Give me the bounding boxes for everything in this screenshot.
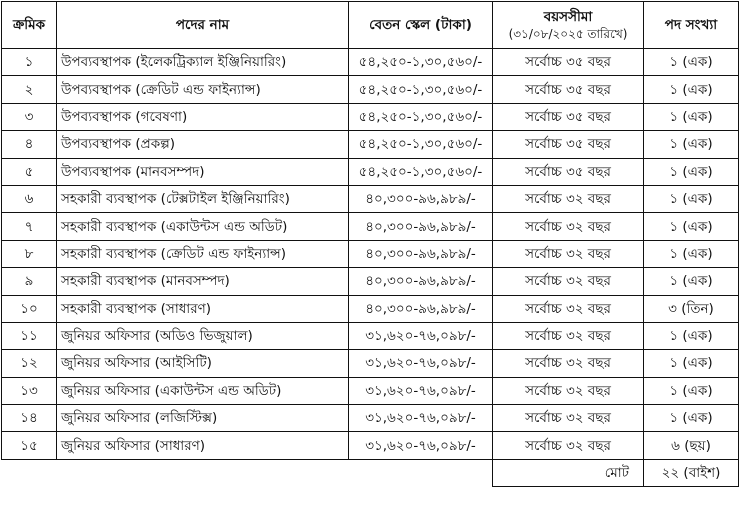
pay-scale-cell: ৫৪,২৫০-১,৩০,৫৬০/- [349, 76, 493, 103]
serial-cell: ১৩ [2, 377, 57, 404]
table-row [2, 405, 739, 432]
total-spacer [2, 459, 493, 486]
post-count-cell: ১ (এক) [644, 131, 739, 158]
post-name-cell: উপব্যবস্থাপক (গবেষণা) [57, 103, 349, 130]
age-limit-cell: সর্বোচ্চ ৩২ বছর [493, 240, 644, 267]
table-row [2, 350, 739, 377]
post-name-cell: উপব্যবস্থাপক (মানবসম্পদ) [57, 158, 349, 185]
pay-scale-cell: ৩১,৬২০-৭৬,০৯৮/- [349, 377, 493, 404]
table-row [2, 76, 739, 103]
pay-scale-cell: ৫৪,২৫০-১,৩০,৫৬০/- [349, 158, 493, 185]
post-count-cell: ১ (এক) [644, 158, 739, 185]
serial-cell: ১১ [2, 322, 57, 349]
serial-cell: ৯ [2, 268, 57, 295]
post-count-cell: ১ (এক) [644, 185, 739, 212]
pay-scale-cell: ৪০,৩০০-৯৬,৯৮৯/- [349, 213, 493, 240]
age-limit-cell: সর্বোচ্চ ৩৫ বছর [493, 131, 644, 158]
pay-scale-cell: ৫৪,২৫০-১,৩০,৫৬০/- [349, 49, 493, 76]
post-name-cell: উপব্যবস্থাপক (প্রকল্প) [57, 131, 349, 158]
post-name-cell: জুনিয়র অফিসার (সাধারণ) [57, 432, 349, 459]
post-name-cell: জুনিয়র অফিসার (লজিস্টিক্স) [57, 405, 349, 432]
pay-scale-cell: ৪০,৩০০-৯৬,৯৮৯/- [349, 240, 493, 267]
post-count-cell: ১ (এক) [644, 377, 739, 404]
table-row [2, 377, 739, 404]
pay-scale-cell: ৪০,৩০০-৯৬,৯৮৯/- [349, 268, 493, 295]
header-age-limit [493, 2, 644, 49]
serial-cell: ৬ [2, 185, 57, 212]
age-limit-cell: সর্বোচ্চ ৩২ বছর [493, 322, 644, 349]
age-limit-cell: সর্বোচ্চ ৩৫ বছর [493, 49, 644, 76]
age-limit-cell: সর্বোচ্চ ৩২ বছর [493, 432, 644, 459]
serial-cell: ৩ [2, 103, 57, 130]
header-post-count: পদ সংখ্যা [644, 2, 739, 49]
pay-scale-cell: ৫৪,২৫০-১,৩০,৫৬০/- [349, 103, 493, 130]
post-name-cell: সহকারী ব্যবস্থাপক (একাউন্টস এন্ড অডিট) [57, 213, 349, 240]
post-name-cell: জুনিয়র অফিসার (অডিও ভিজুয়াল) [57, 322, 349, 349]
header-age-limit-label: বয়সসীমা [543, 8, 593, 25]
table-row [2, 322, 739, 349]
table-row [2, 185, 739, 212]
age-limit-cell: সর্বোচ্চ ৩২ বছর [493, 185, 644, 212]
vacancy-table [1, 1, 739, 487]
total-value: ২২ (বাইশ) [644, 459, 739, 486]
age-limit-cell: সর্বোচ্চ ৩২ বছর [493, 350, 644, 377]
age-limit-cell: সর্বোচ্চ ৩২ বছর [493, 405, 644, 432]
post-count-cell: ১ (এক) [644, 350, 739, 377]
pay-scale-cell: ৪০,৩০০-৯৬,৯৮৯/- [349, 185, 493, 212]
serial-cell: ৮ [2, 240, 57, 267]
post-count-cell: ১ (এক) [644, 213, 739, 240]
post-name-cell: উপব্যবস্থাপক (ক্রেডিট এন্ড ফাইন্যান্স) [57, 76, 349, 103]
pay-scale-cell: ৩১,৬২০-৭৬,০৯৮/- [349, 405, 493, 432]
age-limit-cell: সর্বোচ্চ ৩৫ বছর [493, 76, 644, 103]
table-row [2, 49, 739, 76]
age-limit-cell: সর্বোচ্চ ৩২ বছর [493, 213, 644, 240]
total-row [2, 459, 739, 486]
post-count-cell: ১ (এক) [644, 49, 739, 76]
table-row [2, 213, 739, 240]
pay-scale-cell: ৫৪,২৫০-১,৩০,৫৬০/- [349, 131, 493, 158]
age-limit-cell: সর্বোচ্চ ৩২ বছর [493, 268, 644, 295]
serial-cell: ১২ [2, 350, 57, 377]
total-label: মোট [493, 459, 644, 486]
header-age-limit-date: (৩১/০৮/২০২৫ তারিখে) [508, 26, 628, 41]
header-serial: ক্রমিক [2, 2, 57, 49]
post-name-cell: উপব্যবস্থাপক (ইলেকট্রিক্যাল ইঞ্জিনিয়ারিং) [57, 49, 349, 76]
serial-cell: ১০ [2, 295, 57, 322]
age-limit-cell: সর্বোচ্চ ৩২ বছর [493, 377, 644, 404]
age-limit-cell: সর্বোচ্চ ৩২ বছর [493, 295, 644, 322]
post-count-cell: ১ (এক) [644, 76, 739, 103]
serial-cell: ৭ [2, 213, 57, 240]
header-post-name: পদের নাম [57, 2, 349, 49]
serial-cell: ২ [2, 76, 57, 103]
table-row [2, 131, 739, 158]
post-count-cell: ৩ (তিন) [644, 295, 739, 322]
post-count-cell: ১ (এক) [644, 240, 739, 267]
age-limit-cell: সর্বোচ্চ ৩৫ বছর [493, 103, 644, 130]
table-row [2, 295, 739, 322]
post-name-cell: সহকারী ব্যবস্থাপক (সাধারণ) [57, 295, 349, 322]
serial-cell: ৫ [2, 158, 57, 185]
post-name-cell: সহকারী ব্যবস্থাপক (টেক্সটাইল ইঞ্জিনিয়ারিং) [57, 185, 349, 212]
serial-cell: ৪ [2, 131, 57, 158]
post-count-cell: ৬ (ছয়) [644, 432, 739, 459]
header-row [2, 2, 739, 49]
post-count-cell: ১ (এক) [644, 268, 739, 295]
post-count-cell: ১ (এক) [644, 322, 739, 349]
table-row [2, 268, 739, 295]
age-limit-cell: সর্বোচ্চ ৩৫ বছর [493, 158, 644, 185]
table-row [2, 240, 739, 267]
post-name-cell: জুনিয়র অফিসার (আইসিটি) [57, 350, 349, 377]
table-row [2, 158, 739, 185]
pay-scale-cell: ৩১,৬২০-৭৬,০৯৮/- [349, 322, 493, 349]
pay-scale-cell: ৪০,৩০০-৯৬,৯৮৯/- [349, 295, 493, 322]
post-count-cell: ১ (এক) [644, 405, 739, 432]
table-row [2, 103, 739, 130]
post-count-cell: ১ (এক) [644, 103, 739, 130]
post-name-cell: সহকারী ব্যবস্থাপক (ক্রেডিট এন্ড ফাইন্যান্স) [57, 240, 349, 267]
pay-scale-cell: ৩১,৬২০-৭৬,০৯৮/- [349, 350, 493, 377]
serial-cell: ১৪ [2, 405, 57, 432]
pay-scale-cell: ৩১,৬২০-৭৬,০৯৮/- [349, 432, 493, 459]
post-name-cell: জুনিয়র অফিসার (একাউন্টস এন্ড অডিট) [57, 377, 349, 404]
header-pay-scale: বেতন স্কেল (টাকা) [349, 2, 493, 49]
post-name-cell: সহকারী ব্যবস্থাপক (মানবসম্পদ) [57, 268, 349, 295]
serial-cell: ১৫ [2, 432, 57, 459]
table-row [2, 432, 739, 459]
serial-cell: ১ [2, 49, 57, 76]
